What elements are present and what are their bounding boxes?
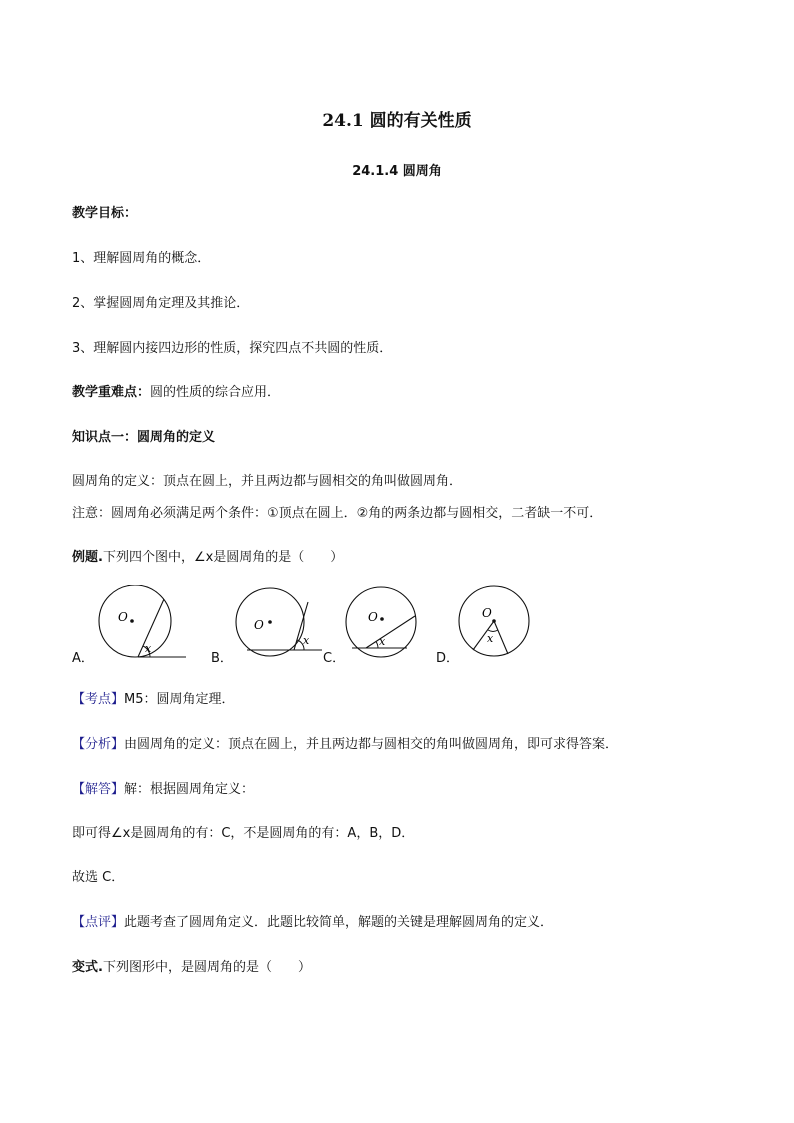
figure-b-center-label: O — [254, 618, 264, 632]
fenxi-text: 由圆周角的定义：顶点在圆上，并且两边都与圆相交的角叫做圆周角，即可求得答案． — [124, 737, 619, 752]
figure-c — [345, 586, 425, 666]
figure-c-center-label: O — [368, 610, 378, 624]
knowledge-heading: 知识点一：圆周角的定义 — [72, 430, 216, 445]
dianping-text: 此题考查了圆周角定义．此题比较简单，解题的关键是理解圆周角的定义． — [124, 915, 554, 930]
variant-label: 变式. — [72, 960, 103, 975]
option-d-label: D． — [436, 651, 460, 666]
figure-a-center-label: O — [118, 610, 128, 624]
dianping-tag: 【点评】 — [72, 915, 125, 930]
fenxi-tag: 【分析】 — [72, 737, 125, 752]
figure-d-angle-label: x — [487, 632, 494, 645]
difficulty-text: 圆的性质的综合应用． — [150, 385, 281, 400]
figure-a-circle — [99, 585, 171, 657]
figure-d — [458, 585, 538, 665]
example-question: 下列四个图中，∠x是圆周角的是（ ） — [102, 550, 344, 565]
figure-c-angle-label: x — [379, 635, 386, 648]
figure-b-angle-label: x — [303, 634, 310, 647]
result-text: 即可得∠x是圆周角的有：C，不是圆周角的有：A，B，D． — [72, 826, 415, 841]
goal-item-3: 3、理解圆内接四边形的性质，探究四点不共圆的性质． — [72, 341, 393, 356]
figure-b — [232, 586, 327, 666]
kaodian-text: M5：圆周角定理． — [124, 692, 235, 707]
example-label: 例题. — [72, 550, 103, 565]
variant-question: 下列图形中，是圆周角的是（ ） — [102, 960, 311, 975]
difficulty-line — [72, 381, 280, 400]
variant-line — [72, 956, 311, 975]
figure-a-angle-label: x — [145, 642, 152, 655]
choice-text: 故选 C． — [72, 870, 125, 885]
option-a-label: A． — [72, 651, 94, 666]
figure-c-center-dot — [380, 617, 384, 621]
page-title: 24.1 圆的有关性质 — [322, 111, 472, 131]
figure-d-center-label: O — [482, 606, 492, 620]
figure-d-radius-right — [494, 621, 508, 654]
definition-text: 圆周角的定义：顶点在圆上，并且两边都与圆相交的角叫做圆周角． — [72, 474, 463, 489]
goals-heading: 教学目标： — [72, 206, 138, 221]
jieda-tag: 【解答】 — [72, 782, 125, 797]
example-question-line — [72, 546, 343, 565]
kaodian-tag: 【考点】 — [72, 692, 125, 707]
section-subtitle: 24.1.4 圆周角 — [352, 164, 442, 179]
figure-b-center-dot — [268, 620, 272, 624]
figure-c-angle-arc — [376, 642, 378, 649]
goal-item-1: 1、理解圆周角的概念． — [72, 251, 211, 266]
option-b-label: B． — [211, 651, 233, 666]
figure-a-center-dot — [130, 619, 134, 623]
jieda-line — [72, 778, 254, 797]
option-c-label: C． — [323, 651, 346, 666]
fenxi-line — [72, 733, 618, 752]
goal-item-2: 2、掌握圆周角定理及其推论． — [72, 296, 250, 311]
kaodian-line — [72, 688, 235, 707]
figure-a — [90, 585, 195, 665]
note-text: 注意：圆周角必须满足两个条件：①顶点在圆上．②角的两条边都与圆相交，二者缺一不可． — [72, 506, 603, 521]
jieda-text: 解：根据圆周角定义： — [124, 782, 255, 797]
dianping-line — [72, 911, 553, 930]
difficulty-label: 教学重难点： — [72, 385, 151, 400]
